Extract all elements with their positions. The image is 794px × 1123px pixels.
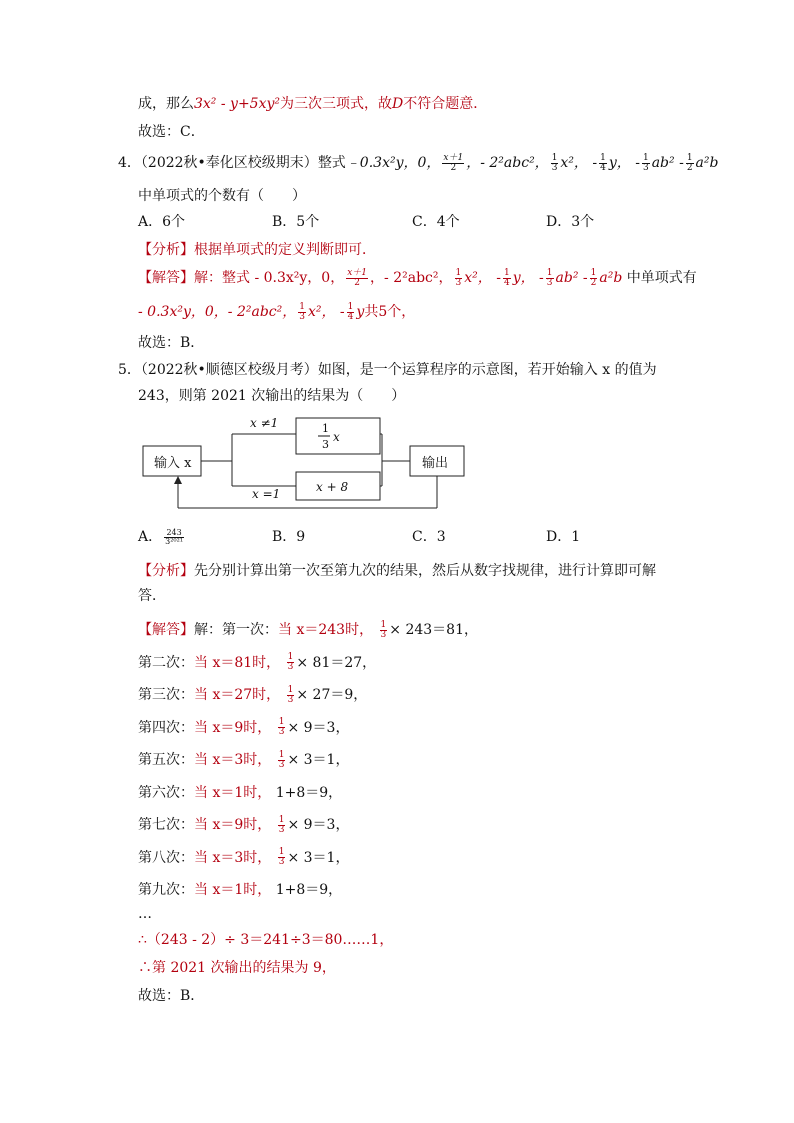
text: x²，: [560, 155, 588, 171]
fraction: $\frac{243}{\text{3²⁰²¹}}$: [165, 527, 184, 546]
step-label: 第八次：: [138, 849, 194, 866]
step-condition: 当 x＝9时，: [194, 719, 272, 736]
fraction: $\frac{1}{4}$: [347, 301, 354, 322]
step-condition: 当 x＝3时，: [194, 752, 272, 768]
solution-step: [138, 848, 349, 868]
conclusion-line-1: ∴（243 - 2）÷ 3＝241÷3＝80……1，: [138, 932, 394, 948]
analysis-tag: 【分析】: [138, 242, 194, 258]
op-top-denominator: 3: [322, 438, 329, 451]
solution-step: [138, 750, 349, 770]
step-calculation: 1+8＝9，: [275, 784, 343, 801]
text: ﹣0.3x²y，0，: [345, 155, 441, 171]
answer-line: 故选：C．: [138, 124, 205, 140]
choice-d: D．1: [546, 529, 581, 545]
question-5-line-2: 243，则第 2021 次输出的结果为（ ）: [138, 388, 406, 404]
fraction: $\frac{1}{3}$: [299, 301, 305, 322]
text: 中单项式有: [626, 270, 697, 286]
question-source: （2022秋•顺德区校级月考）: [140, 362, 318, 378]
text: ab²: [555, 270, 579, 286]
solution-step: [138, 718, 349, 738]
fraction: $\frac{1}{3}$: [642, 152, 649, 173]
solution-step: [138, 880, 342, 900]
conclusion-line-2: ∴第 2021 次输出的结果为 9，: [138, 960, 336, 976]
condition-top: x ≠1: [250, 416, 279, 430]
question-4-line-1: 4．（2022秋•奉化区校级期末）整式﹣0.3x²y，0， $\frac{x+1}{2}$ ，- 2²abc²， $\frac{1}{3}$ x²， - $\frac{1}{4}$ y， - $\frac{1}{3}$ ab² - $\frac{1}{2}$ a²b: [118, 152, 719, 173]
fraction: $\frac{1}{3}$: [455, 267, 462, 288]
text: x²，: [307, 304, 336, 320]
continuation-line: [138, 94, 487, 114]
text: a²b: [599, 270, 623, 286]
text: 成，那么: [138, 96, 194, 112]
analysis-line-1: [138, 561, 656, 581]
fraction: $\frac{1}{3}$: [551, 152, 558, 173]
step-condition: 当 x＝27时，: [194, 687, 281, 703]
step-condition: 当 x＝9时，: [194, 817, 272, 833]
text: 根据单项式的定义判断即可．: [194, 242, 376, 258]
step-calculation: × 3＝1，: [287, 752, 350, 768]
step-condition: 当 x＝243时，: [278, 622, 374, 638]
text: a²b: [695, 155, 719, 171]
choice-c: C．4个: [412, 214, 460, 230]
fraction: $\frac{1}{4}$: [600, 152, 606, 173]
fraction: $\frac{1}{4}$: [503, 267, 510, 288]
solution-step: [138, 685, 367, 705]
question-number: 4．: [118, 155, 141, 171]
fraction: $\frac{1}{3}$: [278, 847, 285, 867]
text: 共5个，: [364, 304, 416, 320]
expression: 3x² - y+5xy²: [194, 96, 281, 112]
choice-a: A． $\frac{243}{\text{3²⁰²¹}}$: [138, 527, 184, 546]
step-label: 第五次：: [138, 752, 194, 768]
text: ，- 2²abc²，: [466, 155, 549, 171]
fraction: $\frac{1}{3}$: [287, 652, 294, 672]
choice-d: D．3个: [546, 214, 595, 230]
step-calculation: × 3＝1，: [287, 849, 350, 866]
fraction: $\frac{1}{2}$: [590, 267, 597, 288]
answer-line-1: 【解答】解：整式 - 0.3x²y，0， $\frac{x+1}{2}$ ，- 2²abc²， $\frac{1}{3}$ x²， - $\frac{1}{4}$ y， - $\frac{1}{3}$ ab² - $\frac{1}{2}$ a²b 中单项式有: [138, 267, 697, 288]
step-label: 第三次：: [138, 687, 194, 703]
step-label: 第六次：: [138, 784, 194, 801]
step-calculation: × 81＝27，: [296, 654, 377, 671]
step-label: 第四次：: [138, 719, 194, 736]
text: y，: [608, 155, 631, 171]
step-label: 第七次：: [138, 817, 194, 833]
final-answer: 故选：B．: [138, 335, 205, 351]
text: y，: [512, 270, 535, 286]
question-4-line-2: 中单项式的个数有（ ）: [138, 188, 306, 204]
answer-tag: 【解答】: [138, 622, 194, 638]
solution-step: [138, 653, 376, 673]
text: 如图，是一个运算程序的示意图，若开始输入 x 的值为: [317, 362, 657, 378]
step-label: 第二次：: [138, 654, 194, 671]
output-label: 输出: [422, 456, 449, 471]
fraction: $\frac{1}{2}$: [686, 152, 693, 173]
text: 先分别计算出第一次至第九次的结果，然后从数字找规律，进行计算即可解: [194, 563, 656, 579]
text: 不符合题意．: [403, 96, 488, 112]
step-calculation: × 243＝81，: [389, 622, 478, 638]
step-condition: 当 x＝1时，: [194, 882, 272, 898]
choice-c: C．3: [412, 529, 446, 545]
text: 解：整式 - 0.3x²y，0，: [194, 270, 345, 286]
text: 整式: [317, 155, 346, 171]
question-number: 5．: [118, 362, 141, 378]
solution-step: [138, 783, 342, 803]
input-label: 输入 x: [154, 456, 192, 471]
arrow-up-icon: [174, 476, 182, 484]
text: ，- 2²abc²，: [370, 270, 453, 286]
analysis-line-2: 答．: [138, 588, 166, 604]
op-bottom-label: x + 8: [316, 480, 349, 494]
text: D: [392, 96, 404, 112]
fraction: $\frac{1}{3}$: [546, 267, 553, 288]
fraction: $\frac{1}{3}$: [278, 749, 285, 770]
flow-diagram: [138, 410, 478, 516]
fraction: $\frac{x+1}{2}$: [443, 152, 464, 173]
step-condition: 当 x＝81时，: [194, 654, 281, 671]
step-label: 第九次：: [138, 882, 194, 898]
choice-a: A．6个: [138, 214, 186, 230]
text: ab²: [651, 155, 675, 171]
condition-bottom: x =1: [252, 487, 281, 501]
fraction: $\frac{1}{3}$: [380, 619, 387, 640]
op-top-variable: x: [333, 430, 340, 444]
step-calculation: × 9＝3，: [287, 817, 350, 833]
solution-step: [138, 815, 349, 835]
answer-tag: 【解答】: [138, 270, 194, 286]
fraction: $\frac{1}{3}$: [287, 684, 294, 705]
choice-b: B．9: [272, 529, 306, 545]
text: - 0.3x²y，0，- 2²abc²，: [138, 304, 297, 320]
fraction: $\frac{x+1}{2}$: [347, 267, 368, 288]
step-calculation: 1+8＝9，: [275, 882, 343, 898]
step-condition: 当 x＝3时，: [194, 849, 272, 866]
analysis-tag: 【分析】: [138, 563, 194, 579]
text: x²，: [464, 270, 492, 286]
question-5-line-1: [118, 360, 657, 380]
fraction: $\frac{1}{3}$: [278, 717, 285, 737]
step-calculation: × 9＝3，: [287, 719, 350, 736]
step-calculation: × 27＝9，: [296, 687, 368, 703]
step-condition: 当 x＝1时，: [194, 784, 272, 801]
analysis-line: [138, 240, 376, 260]
choice-b: B．5个: [272, 214, 320, 230]
text: 为三次三项式，故: [280, 96, 393, 112]
question-source: （2022秋•奉化区校级期末）: [140, 155, 318, 171]
answer-line-2: - 0.3x²y，0，- 2²abc²， $\frac{1}{3}$ x²， - $\frac{1}{4}$ y共5个，: [138, 301, 416, 322]
solution-step: [138, 620, 478, 640]
ellipsis: …: [138, 906, 152, 922]
step-label: 解：第一次：: [194, 622, 278, 638]
op-top-numerator: 1: [322, 422, 329, 435]
fraction: $\frac{1}{3}$: [278, 814, 285, 835]
final-answer: 故选：B．: [138, 988, 205, 1004]
